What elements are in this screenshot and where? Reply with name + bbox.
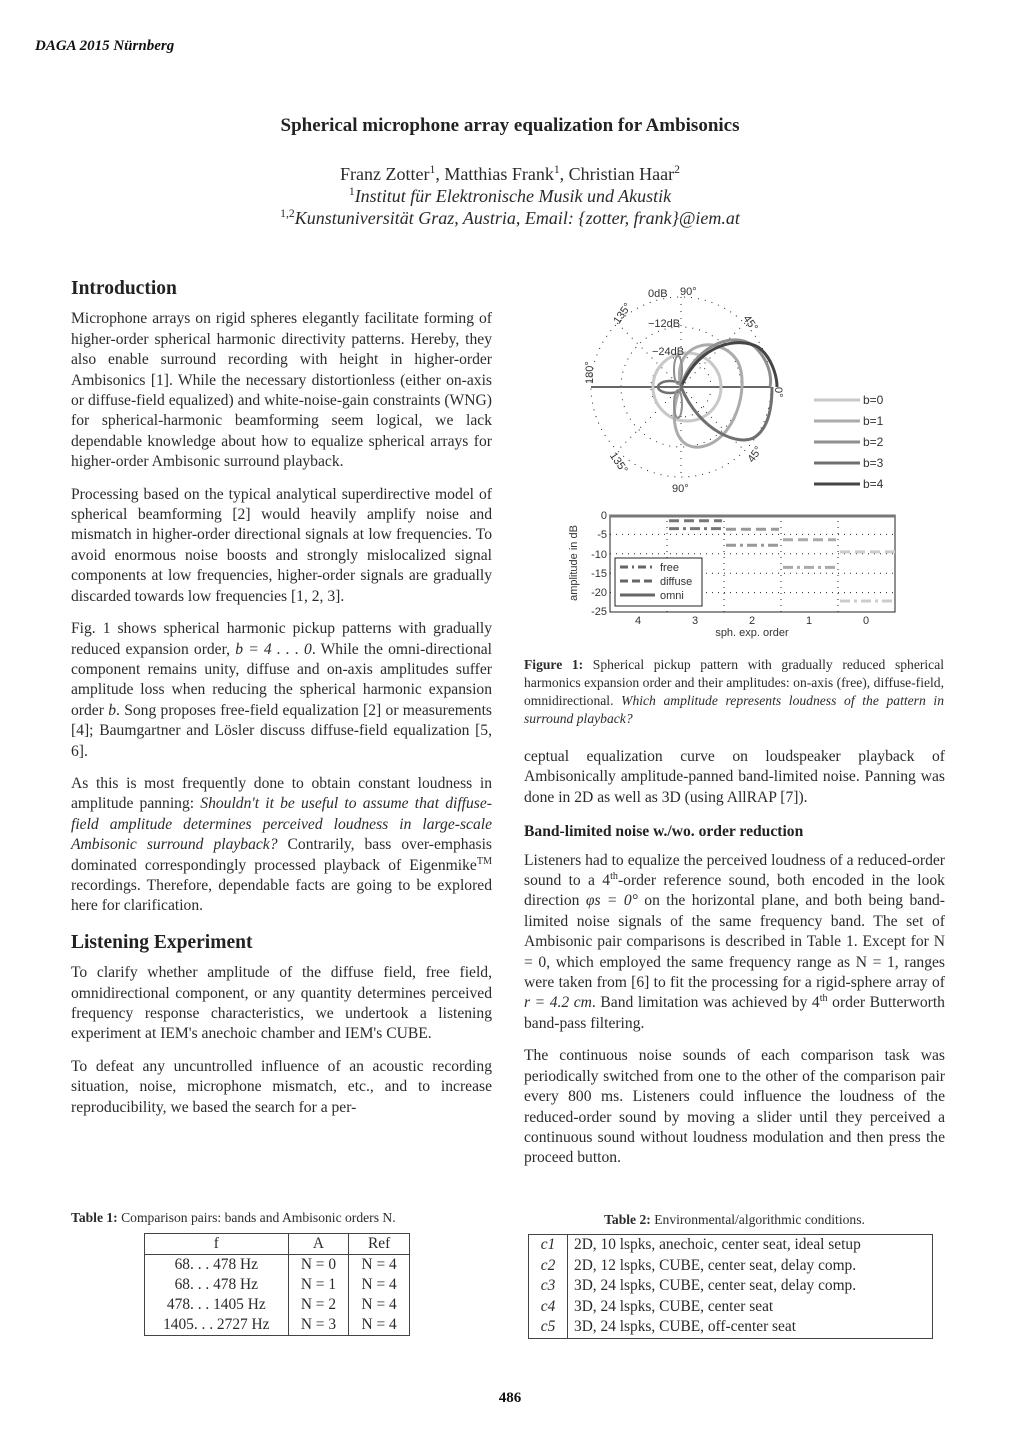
- condition-id: c5: [529, 1317, 568, 1338]
- affiliation-mark: 1: [348, 185, 355, 198]
- math-inline: b: [108, 701, 116, 719]
- y-tick: -5: [597, 529, 607, 541]
- text-run: on the horizontal plane, and both being band-limited noise signals of the same frequency band. The set of Ambisonic pair comparisons is described in Table 1. Except for N = 0, which employed the same frequency range as N = 1, ranges were taken from [6] to fit the processing for a rigid-sphere array of: [524, 892, 945, 992]
- author-name: Franz Zotter: [340, 164, 430, 184]
- paragraph: Processing based on the typical analytical superdirective model of spherical beamforming [2] would heavily amplify noise and mismatch in higher-order directional signals at low frequencies. To avoid enormous noise boosts and strongly mislocalized signal components at low frequencies, higher-order signals are gradually discarded towards low frequencies [1, 2, 3].: [71, 485, 492, 605]
- affiliation-mark: 1: [429, 163, 436, 176]
- cell: N = 1: [288, 1275, 349, 1295]
- section-heading-introduction: Introduction: [71, 278, 177, 299]
- table-row: [529, 1297, 933, 1318]
- condition-desc: 2D, 10 lspks, anechoic, center seat, ideal setup: [574, 1236, 861, 1253]
- caption-text: Comparison pairs: bands and Ambisonic orders N.: [117, 1210, 396, 1225]
- legend-label: b=2: [863, 435, 884, 449]
- affiliation-2: [0, 207, 1020, 229]
- text-run: As this is most frequently done to obtain constant loudness in amplitude panning:: [71, 774, 492, 813]
- affiliation-1: [0, 185, 1020, 207]
- x-tick: 4: [634, 615, 642, 627]
- polar-pickup-plot: [560, 282, 920, 497]
- legend-label: omni: [660, 590, 684, 602]
- cell: 1405. . . 2727 Hz: [145, 1315, 289, 1336]
- angle-label: 45°: [740, 313, 760, 334]
- section-heading-listening-experiment: Listening Experiment: [71, 931, 253, 953]
- ring-label: 0dB: [648, 288, 668, 300]
- table-header-row: [145, 1234, 410, 1255]
- text-run: Contrarily, bass over-emphasis dominated correspondingly processed playback of Eigenmike: [71, 836, 492, 874]
- condition-id: c3: [529, 1276, 568, 1297]
- paragraph: [71, 619, 492, 762]
- text-run: Listeners had to equalize the perceived loudness of a reduced-order sound to a 4: [524, 851, 945, 890]
- ring-label: −12dB: [648, 318, 681, 330]
- affiliation-mark: 1,2: [280, 207, 295, 220]
- paper-title: Spherical microphone array equalization for Ambisonics: [280, 115, 740, 136]
- column-header: Ref: [349, 1234, 410, 1255]
- angle-label: 180°: [584, 361, 596, 384]
- superscript: th: [610, 870, 618, 882]
- affiliation-mark: 1: [553, 163, 560, 176]
- paragraph: The continuous noise sounds of each comparison task was periodically switched from one to the other of the comparison pair every 800 ms. Listeners could influence the loudness of the reduced-order sound by moving a slider until they perceived a continuous sound without loudness modulation and then press the proceed button.: [524, 1047, 945, 1167]
- x-tick: 1: [805, 615, 813, 627]
- left-column: [71, 279, 492, 1130]
- cell: N = 0: [288, 1255, 349, 1276]
- page-number: 486: [498, 1390, 522, 1406]
- table-row: [145, 1275, 410, 1295]
- math-inline: b = 4 . . . 0: [235, 640, 312, 658]
- y-tick: -20: [591, 587, 607, 599]
- condition-desc: 3D, 24 lspks, CUBE, center seat, delay comp.: [574, 1277, 857, 1294]
- caption-label: Table 2:: [604, 1212, 651, 1227]
- text-run: . Band limitation was achieved by 4: [591, 994, 820, 1012]
- text-run: . Song proposes free-field equalization [2] or measurements [4]; Baumgartner and Lösler discuss diffuse-field equalization [5, 6].: [71, 701, 492, 760]
- cell: N = 4: [349, 1275, 410, 1295]
- paragraph: [71, 774, 492, 917]
- condition-id: c4: [529, 1297, 568, 1318]
- x-tick: 0: [862, 615, 870, 627]
- author-name: Matthias Frank: [444, 164, 554, 184]
- y-tick: 0: [600, 510, 607, 522]
- cell: N = 3: [288, 1315, 349, 1336]
- text-run: Fig. 1 shows spherical harmonic pickup patterns with gradually reduced expansion order,: [71, 620, 492, 658]
- math-inline: r = 4.2 cm: [524, 994, 592, 1012]
- author-block: [0, 163, 1020, 229]
- cell: N = 2: [288, 1295, 349, 1315]
- trademark: TM: [476, 855, 492, 867]
- x-axis-label: sph. exp. order: [715, 627, 789, 639]
- affiliation-text: Kunstuniversität Graz, Austria, Email: {zotter, frank}@iem.at: [294, 208, 740, 228]
- y-tick: -15: [591, 568, 607, 580]
- figure1-caption: [524, 656, 944, 728]
- text-run: recordings. Therefore, dependable facts are going to be explored here for clarification.: [71, 876, 492, 915]
- cell: N = 4: [349, 1255, 410, 1276]
- ring-label: −24dB: [652, 346, 685, 358]
- table-row: [145, 1255, 410, 1276]
- subsection-heading: Band-limited noise w./wo. order reduction: [524, 823, 804, 841]
- paragraph: To defeat any uncuntrolled influence of an acoustic recording situation, noise, microphone mismatch, etc., and to increase reproducibility, we based the search for a per-: [71, 1057, 492, 1116]
- superscript: th: [819, 993, 828, 1005]
- legend-label: b=4: [863, 477, 884, 491]
- cell: 478. . . 1405 Hz: [145, 1295, 289, 1315]
- caption-label: Table 1:: [71, 1210, 118, 1225]
- polar-legend: [814, 393, 884, 491]
- y-axis-label: amplitude in dB: [568, 525, 580, 601]
- legend-label: b=1: [863, 414, 884, 428]
- caption-emphasis: Which amplitude represents loudness of the pattern in surround playback?: [524, 693, 944, 726]
- paragraph: To clarify whether amplitude of the diffuse field, free field, omnidirectional component, or any quantity determines perceived frequency response characteristics, we undertook a listening experiment at IEM's anechoic chamber and IEM's CUBE.: [71, 964, 492, 1043]
- table2-caption: [524, 1211, 945, 1229]
- condition-id: c1: [529, 1235, 568, 1256]
- table1-caption: [71, 1209, 492, 1227]
- paragraph: [524, 851, 945, 1035]
- angle-label: 90°: [680, 286, 697, 298]
- author-name: Christian Haar: [568, 164, 675, 184]
- legend-label: free: [660, 562, 679, 574]
- angle-label: 0°: [772, 387, 784, 398]
- affiliation-mark: 2: [674, 163, 680, 176]
- table-row: [145, 1315, 410, 1336]
- author-list: Franz Zotter$^1$, Matthias Frank$^1$, Christian Haar$^2$: [340, 163, 680, 184]
- x-tick: 2: [748, 615, 756, 627]
- cell: N = 4: [349, 1295, 410, 1315]
- angle-label: 135°: [611, 300, 635, 327]
- angle-label: 135°: [606, 450, 630, 476]
- angle-label: 90°: [672, 483, 689, 495]
- cell: 68. . . 478 Hz: [145, 1275, 289, 1295]
- condition-id: c2: [529, 1256, 568, 1277]
- amplitude-plot: [560, 508, 900, 643]
- legend-label: b=3: [863, 456, 884, 470]
- condition-desc: 3D, 24 lspks, CUBE, off-center seat: [574, 1318, 796, 1335]
- math-inline: φs = 0°: [585, 892, 638, 910]
- caption-text: Spherical pickup pattern with gradually reduced spherical harmonics expansion order and their amplitudes: on-axis (free), diffuse-field, omnidirectional.: [524, 657, 945, 708]
- text-run: order Butterworth band-pass filtering.: [524, 994, 945, 1032]
- legend-label: diffuse: [660, 576, 693, 588]
- condition-desc: 3D, 24 lspks, CUBE, center seat: [574, 1297, 774, 1315]
- column-header: A: [288, 1234, 349, 1255]
- table1: [144, 1233, 410, 1336]
- column-header: f: [145, 1234, 289, 1255]
- y-tick: -25: [591, 606, 607, 618]
- table2: [528, 1234, 933, 1339]
- angle-label: 45°: [745, 444, 765, 465]
- legend-label: b=0: [863, 393, 884, 407]
- table-row: [529, 1235, 933, 1256]
- cell: N = 4: [349, 1315, 410, 1336]
- affiliation-text: Institut für Elektronische Musik und Akustik: [354, 186, 672, 206]
- y-tick: -10: [591, 549, 607, 561]
- table-row: [529, 1256, 933, 1277]
- right-column: [524, 747, 945, 1181]
- running-head: DAGA 2015 Nürnberg: [35, 38, 175, 54]
- caption-label: Figure 1:: [524, 657, 584, 672]
- table-row: [529, 1276, 933, 1297]
- text-run: -order reference sound, both encoded in the look direction: [524, 872, 945, 910]
- amplitude-legend: [615, 558, 702, 606]
- x-tick: 3: [691, 615, 699, 627]
- cell: 68. . . 478 Hz: [145, 1255, 289, 1276]
- table-row: [529, 1317, 933, 1338]
- paragraph: Microphone arrays on rigid spheres elegantly facilitate forming of higher-order spherical harmonic directivity patterns. Hereby, they also enable surround recording with height in higher-order Ambisonics [1]. While the necessary distortionless (either on-axis or diffuse-field equalized) and white-noise-gain constraints (WNG) for spherical-harmonic beamforming seem logical, we lack dependable knowledge about how to equalize spherical arrays for higher-order Ambisonic surround playback.: [71, 310, 492, 471]
- text-run: . While the omni-directional component remains unity, diffuse and on-axis amplitudes suffer amplitude loss when reducing the spherical harmonic expansion order: [71, 640, 492, 719]
- caption-text: Environmental/algorithmic conditions.: [650, 1212, 865, 1227]
- condition-desc: 2D, 12 lspks, CUBE, center seat, delay comp.: [574, 1256, 857, 1274]
- table-row: [145, 1295, 410, 1315]
- paragraph: ceptual equalization curve on loudspeaker playback of Ambisonically amplitude-panned band-limited noise. Panning was done in 2D as well as 3D (using AllRAP [7]).: [524, 748, 945, 806]
- emphasis: Shouldn't it be useful to assume that diffuse-field amplitude determines perceived loudness in large-scale Ambisonic surround playback?: [71, 795, 492, 854]
